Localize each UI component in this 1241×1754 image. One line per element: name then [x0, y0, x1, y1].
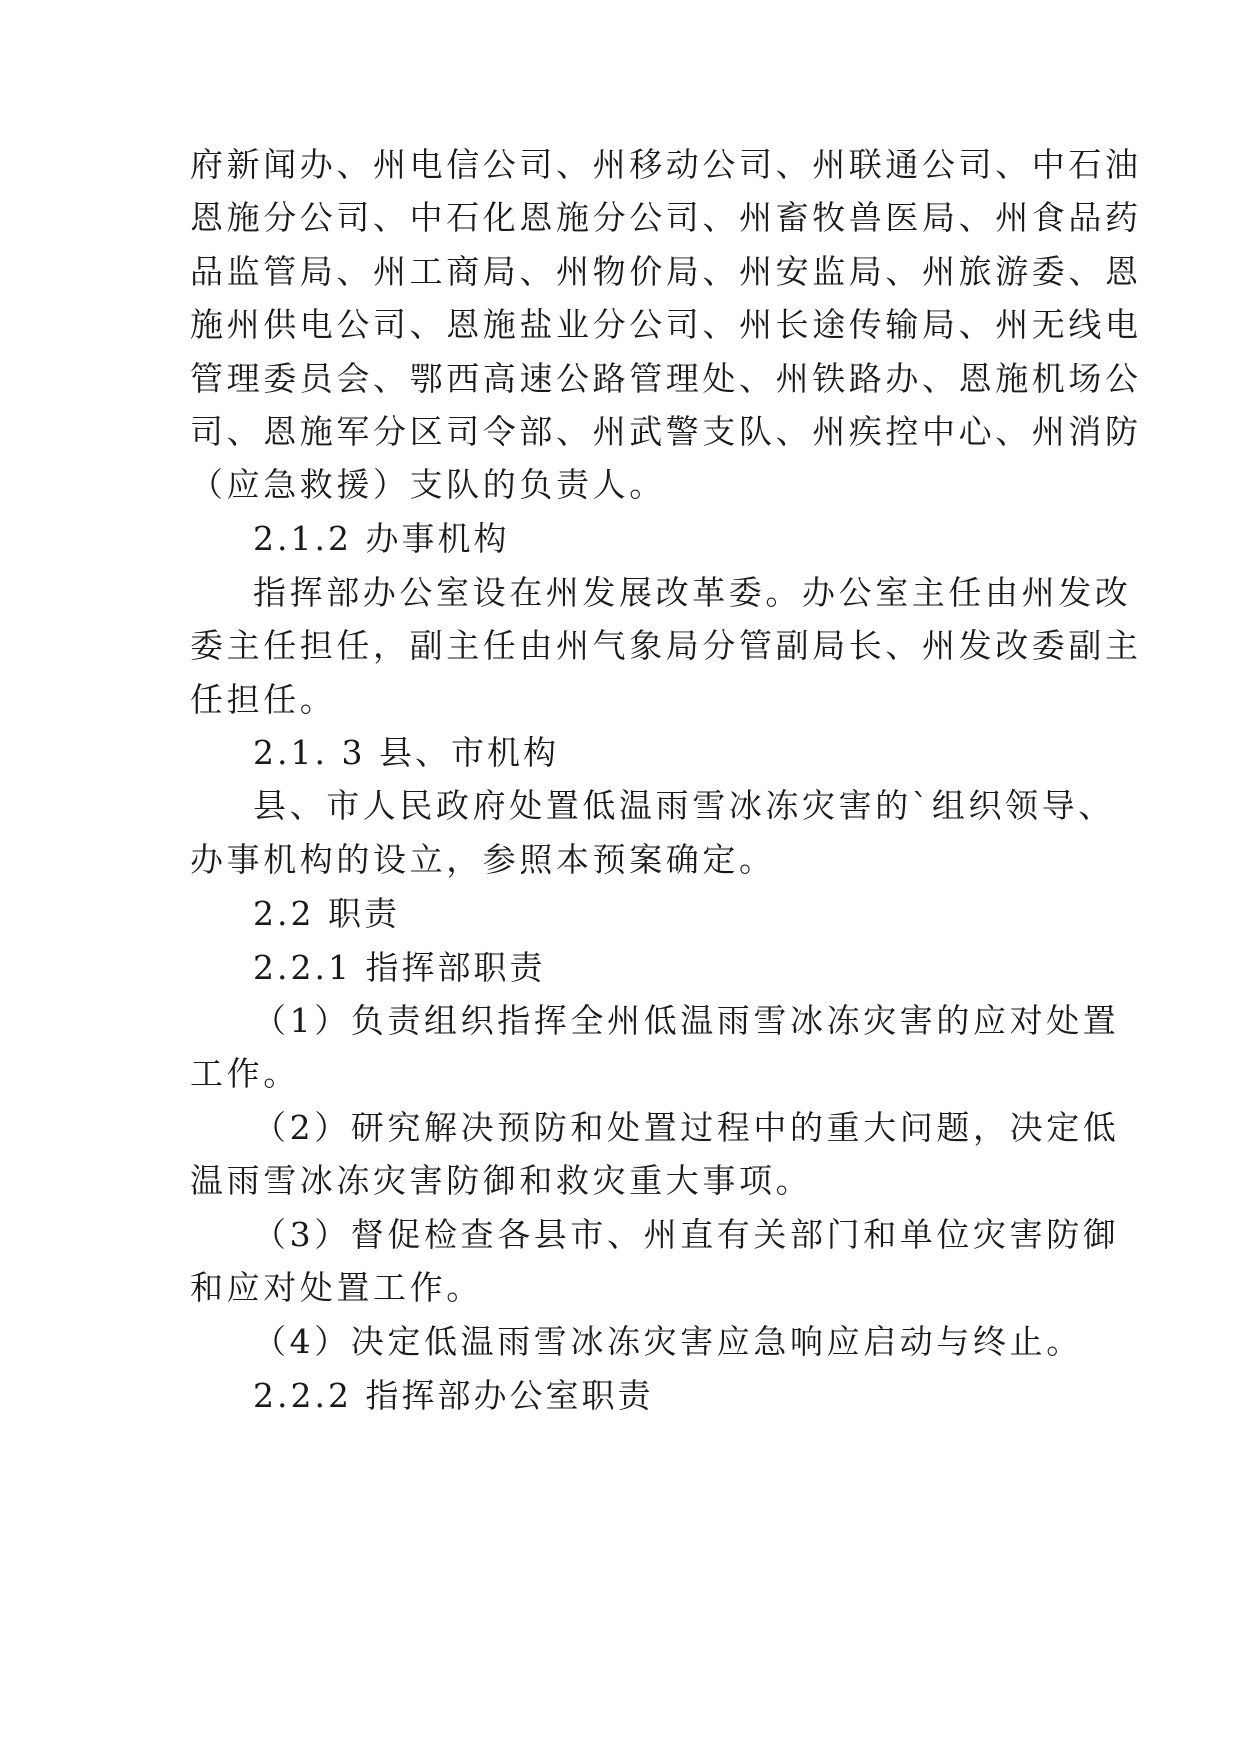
body-text-line: 司、恩施军分区司令部、州武警支队、州疾控中心、州消防	[190, 412, 1142, 451]
body-text-line: 温雨雪冰冻灾害防御和救灾重大事项。	[190, 1161, 813, 1200]
section-heading: 2.2 职责	[253, 894, 400, 933]
section-heading: 2.1.2 办事机构	[253, 519, 510, 558]
body-text-line: 办事机构的设立，参照本预案确定。	[190, 840, 776, 879]
body-text-line: 品监管局、州工商局、州物价局、州安监局、州旅游委、恩	[190, 252, 1142, 291]
section-heading: 2.2.1 指挥部职责	[253, 948, 546, 987]
body-text-line: 施州供电公司、恩施盐业分公司、州长途传输局、州无线电	[190, 305, 1142, 344]
body-text-line: 县、市人民政府处置低温雨雪冰冻灾害的`组织领导、	[253, 786, 1115, 825]
body-text-line: 府新闻办、州电信公司、州移动公司、州联通公司、中石油	[190, 145, 1142, 184]
list-item-text: （3）督促检查各县市、州直有关部门和单位灾害防御	[253, 1215, 1120, 1254]
body-text-line: 任担任。	[190, 680, 337, 719]
body-text-line: 委主任担任，副主任由州气象局分管副局长、州发改委副主	[190, 626, 1142, 665]
body-text-line: （应急救援）支队的负责人。	[190, 465, 666, 504]
body-text-line: 指挥部办公室设在州发展改革委。办公室主任由州发改	[253, 573, 1132, 612]
list-item-text: （1）负责组织指挥全州低温雨雪冰冻灾害的应对处置	[253, 1001, 1120, 1040]
body-text-line: 工作。	[190, 1054, 300, 1093]
body-text-line: 和应对处置工作。	[190, 1268, 483, 1307]
section-heading: 2.2.2 指挥部办公室职责	[253, 1376, 654, 1415]
section-heading: 2.1. 3 县、市机构	[253, 733, 559, 772]
list-item-text: （4）决定低温雨雪冰冻灾害应急响应启动与终止。	[253, 1322, 1083, 1361]
body-text-line: 恩施分公司、中石化恩施分公司、州畜牧兽医局、州食品药	[190, 198, 1142, 237]
body-text-line: 管理委员会、鄂西高速公路管理处、州铁路办、恩施机场公	[190, 359, 1142, 398]
list-item-text: （2）研究解决预防和处置过程中的重大问题，决定低	[253, 1108, 1120, 1147]
